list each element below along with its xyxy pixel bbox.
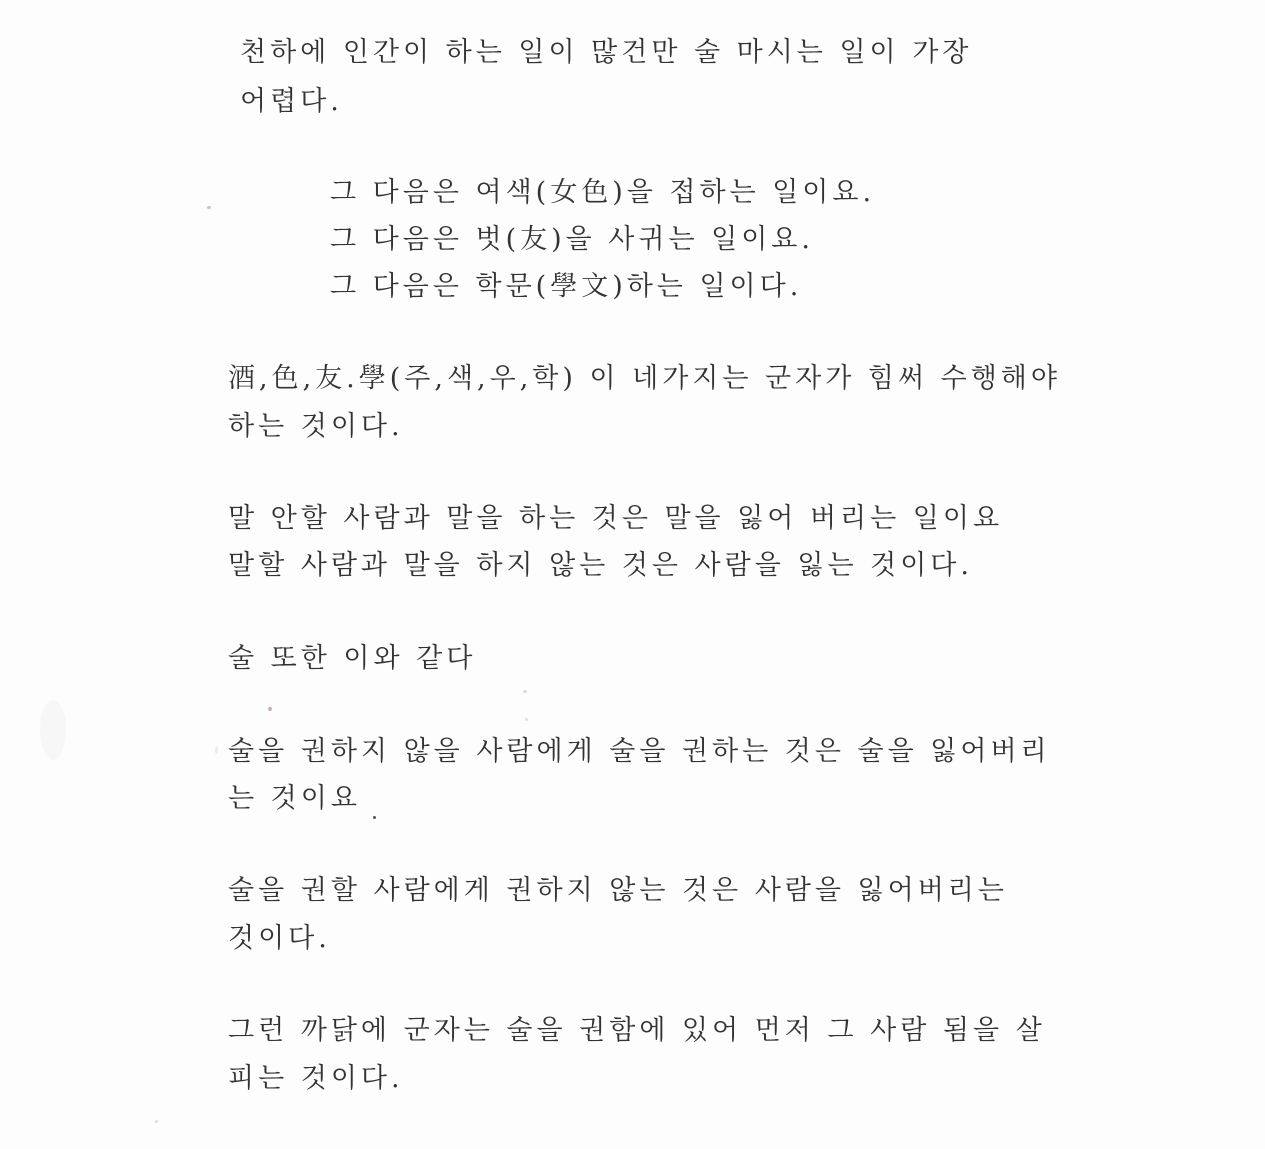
scan-speck [155, 1120, 158, 1123]
text-line: 피는 것이다. [228, 1063, 404, 1094]
scan-speck [373, 816, 376, 819]
text-line: 말 안할 사람과 말을 하는 것은 말을 잃어 버리는 일이요 [228, 503, 1004, 534]
scan-speck [40, 700, 66, 760]
text-line: 그런 까닭에 군자는 술을 권함에 있어 먼저 그 사람 됨을 살 [228, 1015, 1046, 1046]
text-line: 그 다음은 학문(學文)하는 일이다. [330, 271, 803, 302]
text-line: 하는 것이다. [228, 411, 404, 442]
text-line: 것이다. [228, 923, 331, 954]
text-line: 술 또한 이와 같다 [228, 643, 477, 674]
text-line: 그 다음은 여색(女色)을 접하는 일이요. [330, 177, 876, 208]
scan-speck [525, 718, 528, 721]
text-line: 는 것이요 [228, 783, 361, 814]
text-line: 말할 사람과 말을 하지 않는 것은 사람을 잃는 것이다. [228, 550, 973, 581]
text-line: 酒,色,友.學(주,색,우,학) 이 네가지는 군자가 힘써 수행해야 [228, 363, 1061, 394]
scan-speck [207, 206, 211, 209]
scan-speck [215, 746, 218, 754]
text-line: 천하에 인간이 하는 일이 많건만 술 마시는 일이 가장 [240, 37, 973, 68]
text-line: 술을 권하지 않을 사람에게 술을 권하는 것은 술을 잃어버리 [228, 736, 1051, 767]
scan-speck [523, 690, 527, 693]
text-line: 그 다음은 벗(友)을 사귀는 일이요. [330, 224, 814, 255]
scan-speck [268, 707, 272, 711]
text-line: 어렵다. [240, 86, 343, 117]
text-line: 술을 권할 사람에게 권하지 않는 것은 사람을 잃어버리는 [228, 875, 1008, 906]
